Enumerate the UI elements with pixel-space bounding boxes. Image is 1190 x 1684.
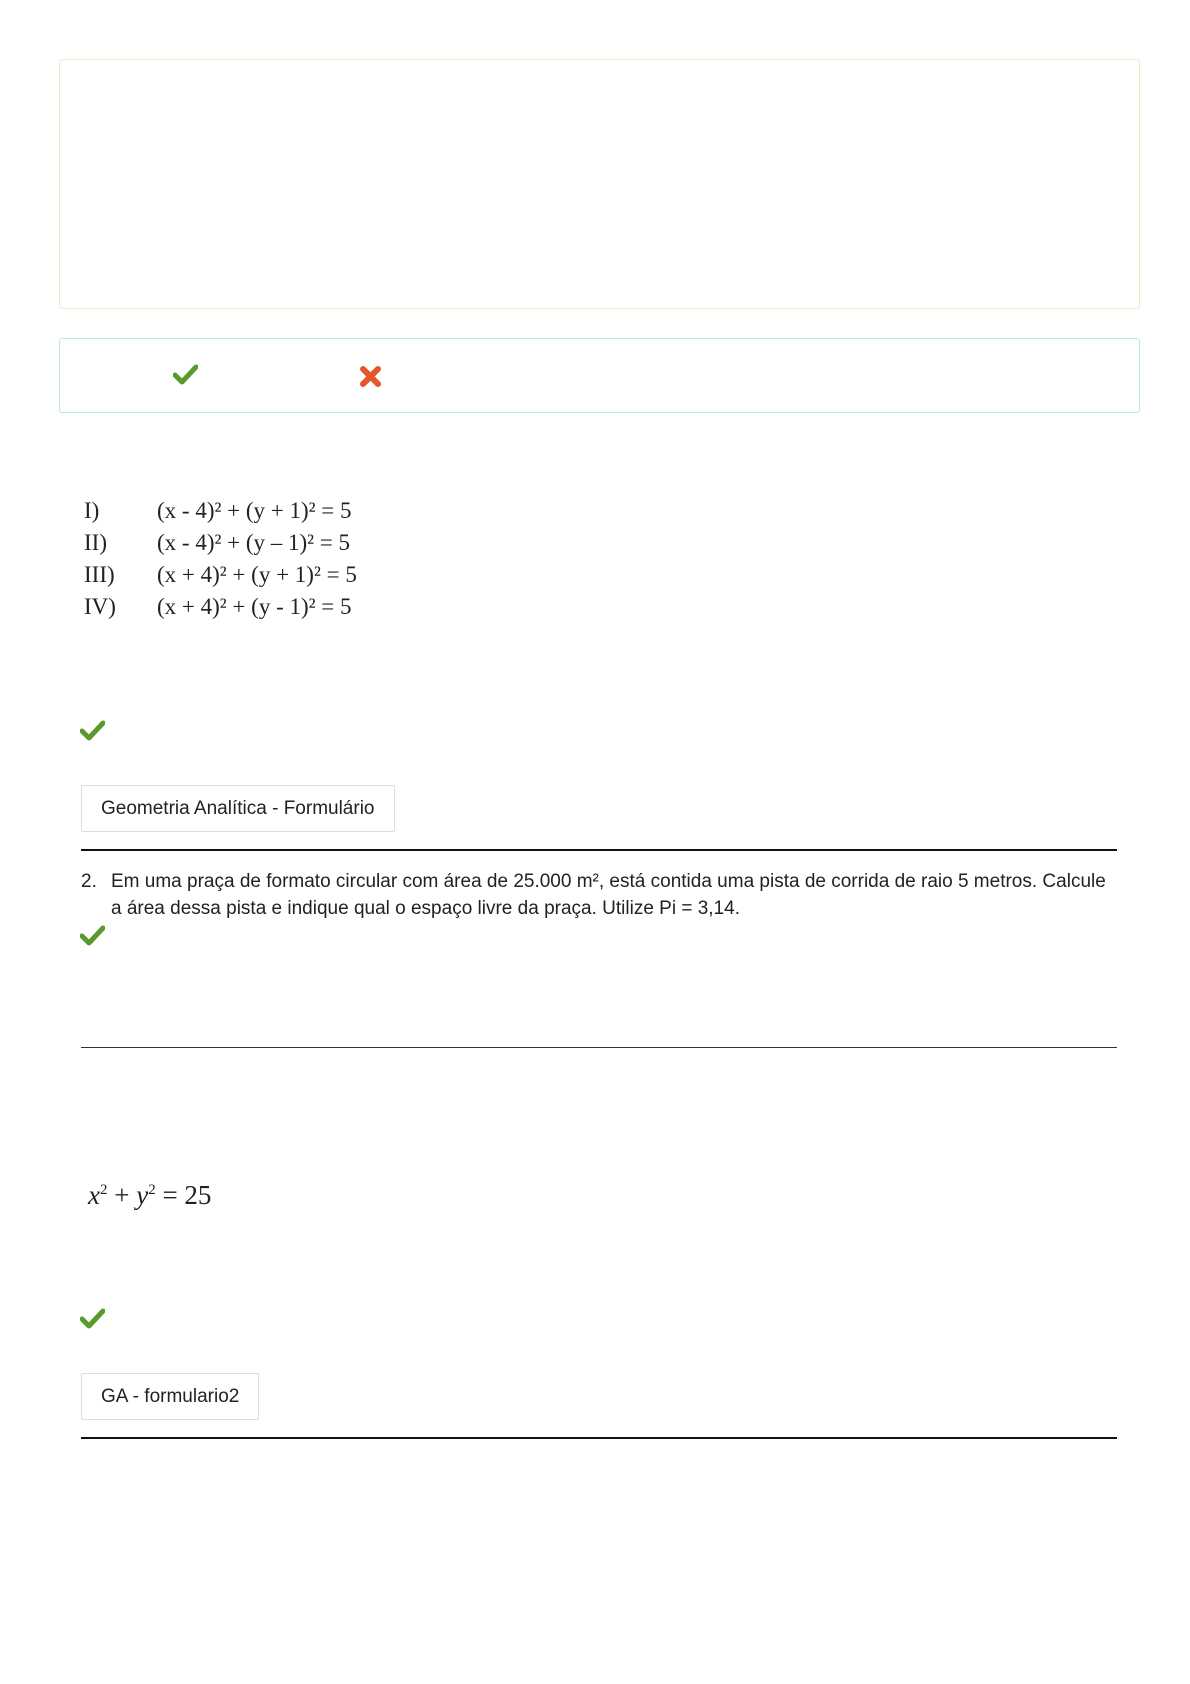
exponent: 2 — [99, 1182, 108, 1198]
exponent: 2 — [148, 1182, 156, 1198]
check-icon — [80, 720, 105, 741]
x-icon — [359, 365, 382, 388]
divider — [81, 1437, 1117, 1439]
equation-label: II) — [84, 530, 107, 555]
equals-value: = 25 — [162, 1180, 212, 1210]
reference-button-geometria-analitica[interactable]: Geometria Analítica - Formulário — [81, 785, 395, 832]
equation-expression: (x + 4)² + (y - 1)² = 5 — [157, 594, 352, 619]
legend-box — [59, 338, 1140, 413]
divider — [81, 1047, 1117, 1048]
variable-x: x — [88, 1180, 100, 1210]
check-icon — [80, 1308, 105, 1329]
equation-label: IV) — [84, 594, 116, 619]
variable-y: y — [136, 1180, 149, 1210]
divider — [81, 849, 1117, 851]
equation-expression: (x - 4)² + (y + 1)² = 5 — [157, 498, 352, 523]
reference-button-ga-formulario2[interactable]: GA - formulario2 — [81, 1373, 259, 1420]
equation-expression: (x + 4)² + (y + 1)² = 5 — [157, 562, 357, 587]
question-number: 2. — [81, 871, 97, 892]
question-text: Em uma praça de formato circular com área de 25.000 m², está contida uma pista de corrida de raio 5 metros. Calcule a área dessa pista e indique qual o espaço livre da praça. Utilize Pi = 3,14. — [111, 871, 1106, 919]
equation-label: III) — [84, 562, 115, 587]
check-icon — [80, 925, 105, 946]
equation-expression: (x - 4)² + (y – 1)² = 5 — [157, 530, 351, 555]
equation-label: I) — [84, 498, 100, 523]
plus-sign: + — [114, 1180, 130, 1210]
notice-box — [59, 59, 1140, 309]
check-icon — [173, 364, 198, 385]
circle-equation — [88, 1180, 211, 1211]
